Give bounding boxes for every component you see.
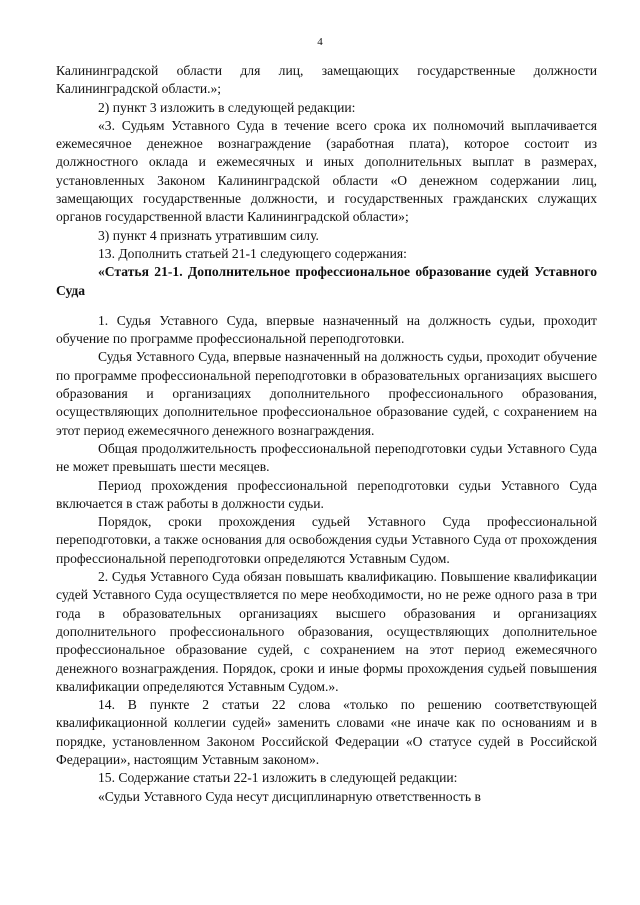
page-number: 4 (317, 36, 323, 48)
paragraph-article-part-1: 1. Судья Уставного Суда, впервые назначенный на должность судьи, проходит обучение по программе профессиональной переподготовки. (56, 312, 597, 347)
paragraph-continuation: Калининградской области для лиц, замещающих государственные должности Калининградской области.»; (56, 63, 597, 97)
paragraph-retraining: Судья Уставного Суда, впервые назначенный на должность судьи, проходит обучение по программе профессиональной переподготовки в образовательных организациях высшего образования и организациях дополнительного профессионального образования, осуществляющих дополнительное профессиональное образование судей, с сохранением на этот период ежемесячного денежного вознаграждения. (56, 349, 597, 438)
paragraph-period: Период прохождения профессиональной переподготовки судьи Уставного Суда включается в стаж работы в должности судьи. (56, 477, 597, 511)
paragraph-item-13: 13. Дополнить статьей 21-1 следующего содержания: (98, 245, 407, 261)
article-heading: «Статья 21-1. Дополнительное профессиональное образование судей Уставного Суда (56, 264, 597, 298)
paragraph-item-2: 2) пункт 3 изложить в следующей редакции: (98, 99, 356, 115)
paragraph-quote-start: «Судьи Уставного Суда несут дисциплинарную ответственность в (98, 788, 481, 804)
paragraph-article-part-2: 2. Судья Уставного Суда обязан повышать квалификацию. Повышение квалификации судей Уставного Суда осуществляется по мере необходимости, но не реже одного раза в три года в образовательных организациях высшего образования и организациях дополнительного профессионального образования, осуществляющих дополнительное профессиональное образование судей, с сохранением на этот период ежемесячного денежного вознаграждения. Порядок, сроки и иные формы прохождения судьей повышения квалификации определяются Уставным Судом.». (56, 569, 597, 694)
paragraph-quote-point-3: «3. Судьям Уставного Суда в течение всего срока их полномочий выплачивается ежемесячное денежное вознаграждение (заработная плата), которое состоит из должностного оклада и ежемесячных и иных дополнительных выплат в размерах, установленных Законом Калининградской области «О денежном содержании лиц, замещающих государственные должности, и государственных гражданских служащих органов государственной власти Калининградской области»; (56, 117, 597, 225)
paragraph-procedure: Порядок, сроки прохождения судьей Уставного Суда профессиональной переподготовки, а также основания для освобождения судьи Уставного Суда от прохождения профессиональной переподготовки определяются Уставным Судом. (56, 514, 597, 566)
paragraph-duration: Общая продолжительность профессиональной переподготовки судьи Уставного Суда не может превышать шести месяцев. (56, 440, 597, 475)
spacer (56, 300, 597, 312)
paragraph-item-14: 14. В пункте 2 статьи 22 слова «только по решению соответствующей квалификационной коллегии судей» заменить словами «не иначе как по основаниям и в порядке, установленном Законом Российской Федерации «О статусе судей в Российской Федерации», настоящим Уставным законом». (56, 697, 597, 767)
document-body (56, 62, 597, 806)
paragraph-item-3: 3) пункт 4 признать утратившим силу. (98, 227, 319, 243)
paragraph-item-15: 15. Содержание статьи 22-1 изложить в следующей редакции: (98, 770, 458, 786)
